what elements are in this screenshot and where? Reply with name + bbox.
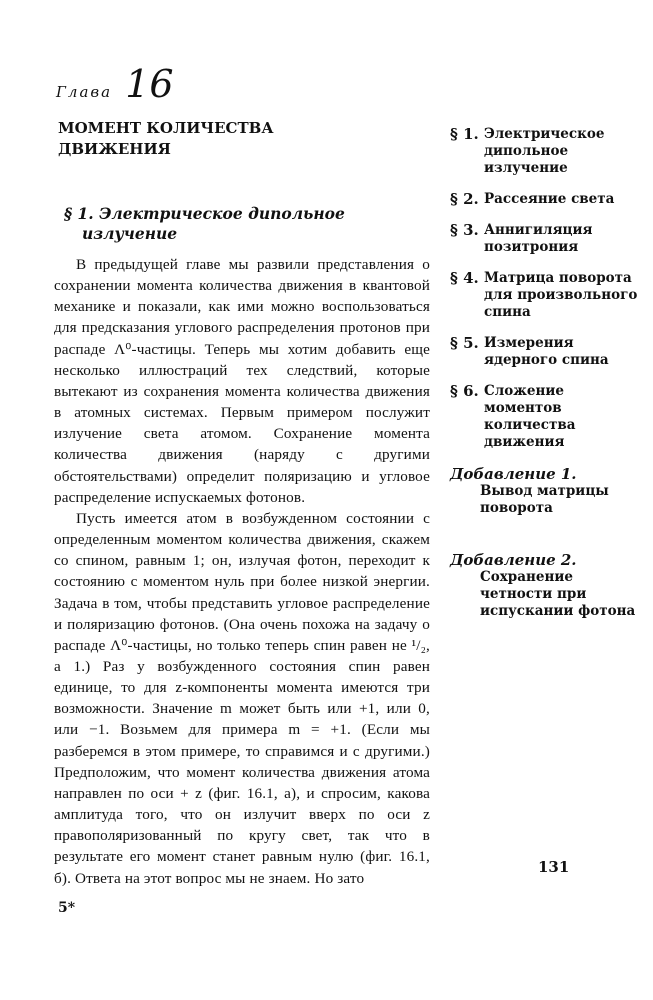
toc-item-label: Сложение моментов количества движения [484, 383, 576, 450]
toc-item-number: § 5. [450, 334, 479, 352]
addendum-label: Вывод матрицы поворота [480, 483, 609, 516]
toc-addendum [450, 551, 640, 620]
signature-mark: 5* [58, 900, 76, 916]
toc-item-label: Матрица поворота для произвольного спина [484, 270, 638, 320]
toc-item-number: § 1. [450, 125, 479, 143]
page-number: 131 [538, 858, 570, 876]
toc-item-label: Измерения ядерного спина [484, 335, 609, 368]
chapter-number: 16 [125, 62, 174, 106]
paragraph: Пусть имеется атом в возбужденном состоянии с определенным моментом количества движения, скажем со спином, равным 1; он, излучая фотон, переходит к состоянию с моментом нуль при более низкой энергии. Задача в том, чтобы представить угловое распределение и поляризацию фотонов. (Она очень похожа на задачу о распаде Λ⁰-частицы, но только теперь спин равен не ¹/₂, а 1.) Раз у возбужденного состояния спин равен единице, то для z-компоненты момента имеются три возможности. Значение m может быть или +1, или 0, или −1. Возьмем для примера m = +1. (Если мы разберемся в этом примере, то справимся и с другими.) Предположим, что момент количества движения атома направлен по оси + z (фиг. 16.1, a), и спросим, какова амплитуда того, что он излучит вверх по оси z правополяризованный по кругу свет, так что в результате его момент станет равным нулю (фиг. 16.1, б). Ответа на этот вопрос мы не знаем. Но зато [54, 509, 430, 887]
toc-item [450, 191, 640, 208]
addendum-title: Добавление 2. [450, 551, 577, 569]
chapter-title-line: ДВИЖЕНИЯ [58, 140, 171, 158]
chapter-contents [450, 126, 640, 620]
chapter-heading [56, 62, 174, 106]
chapter-title [58, 118, 308, 160]
chapter-title-line: МОМЕНТ КОЛИЧЕСТВА [58, 119, 274, 137]
toc-item [450, 126, 640, 177]
toc-item-label: Аннигиляция позитрония [484, 222, 593, 255]
paragraph: В предыдущей главе мы развили представления о сохранении момента количества движения в квантовой механике и показали, как ими можно воспользоваться для предсказания углового распределения протонов при распаде Λ⁰-частицы. Теперь мы хотим добавить еще несколько иллюстраций тех следствий, которые вытекают из сохранения момента количества движения в атомных системах. Первым примером послужит излучение света атомом. Сохранение момента количества движения (наряду с другими обстоятельствами) определит поляризацию и угловое распределение испускаемых фотонов. [54, 256, 430, 506]
body-text [54, 254, 430, 889]
section-title-line2: излучение [82, 224, 178, 243]
toc-item [450, 222, 640, 256]
section-number: § 1. [64, 204, 94, 223]
toc-item [450, 335, 640, 369]
toc-item-number: § 3. [450, 221, 479, 239]
toc-item-label: Электрическое дипольное излучение [484, 126, 605, 176]
chapter-word: Глава [56, 83, 113, 101]
toc-item [450, 270, 640, 321]
toc-item [450, 383, 640, 451]
addendum-title: Добавление 1. [450, 465, 577, 483]
toc-item-number: § 6. [450, 382, 479, 400]
toc-addendum [450, 465, 640, 517]
section-title-line1: Электрическое дипольное [99, 204, 345, 223]
section-heading [64, 204, 412, 244]
addendum-label: Сохранение четности при испускании фотона [480, 569, 636, 619]
toc-item-number: § 4. [450, 269, 479, 287]
toc-item-number: § 2. [450, 190, 479, 208]
toc-item-label: Рассеяние света [484, 191, 615, 207]
